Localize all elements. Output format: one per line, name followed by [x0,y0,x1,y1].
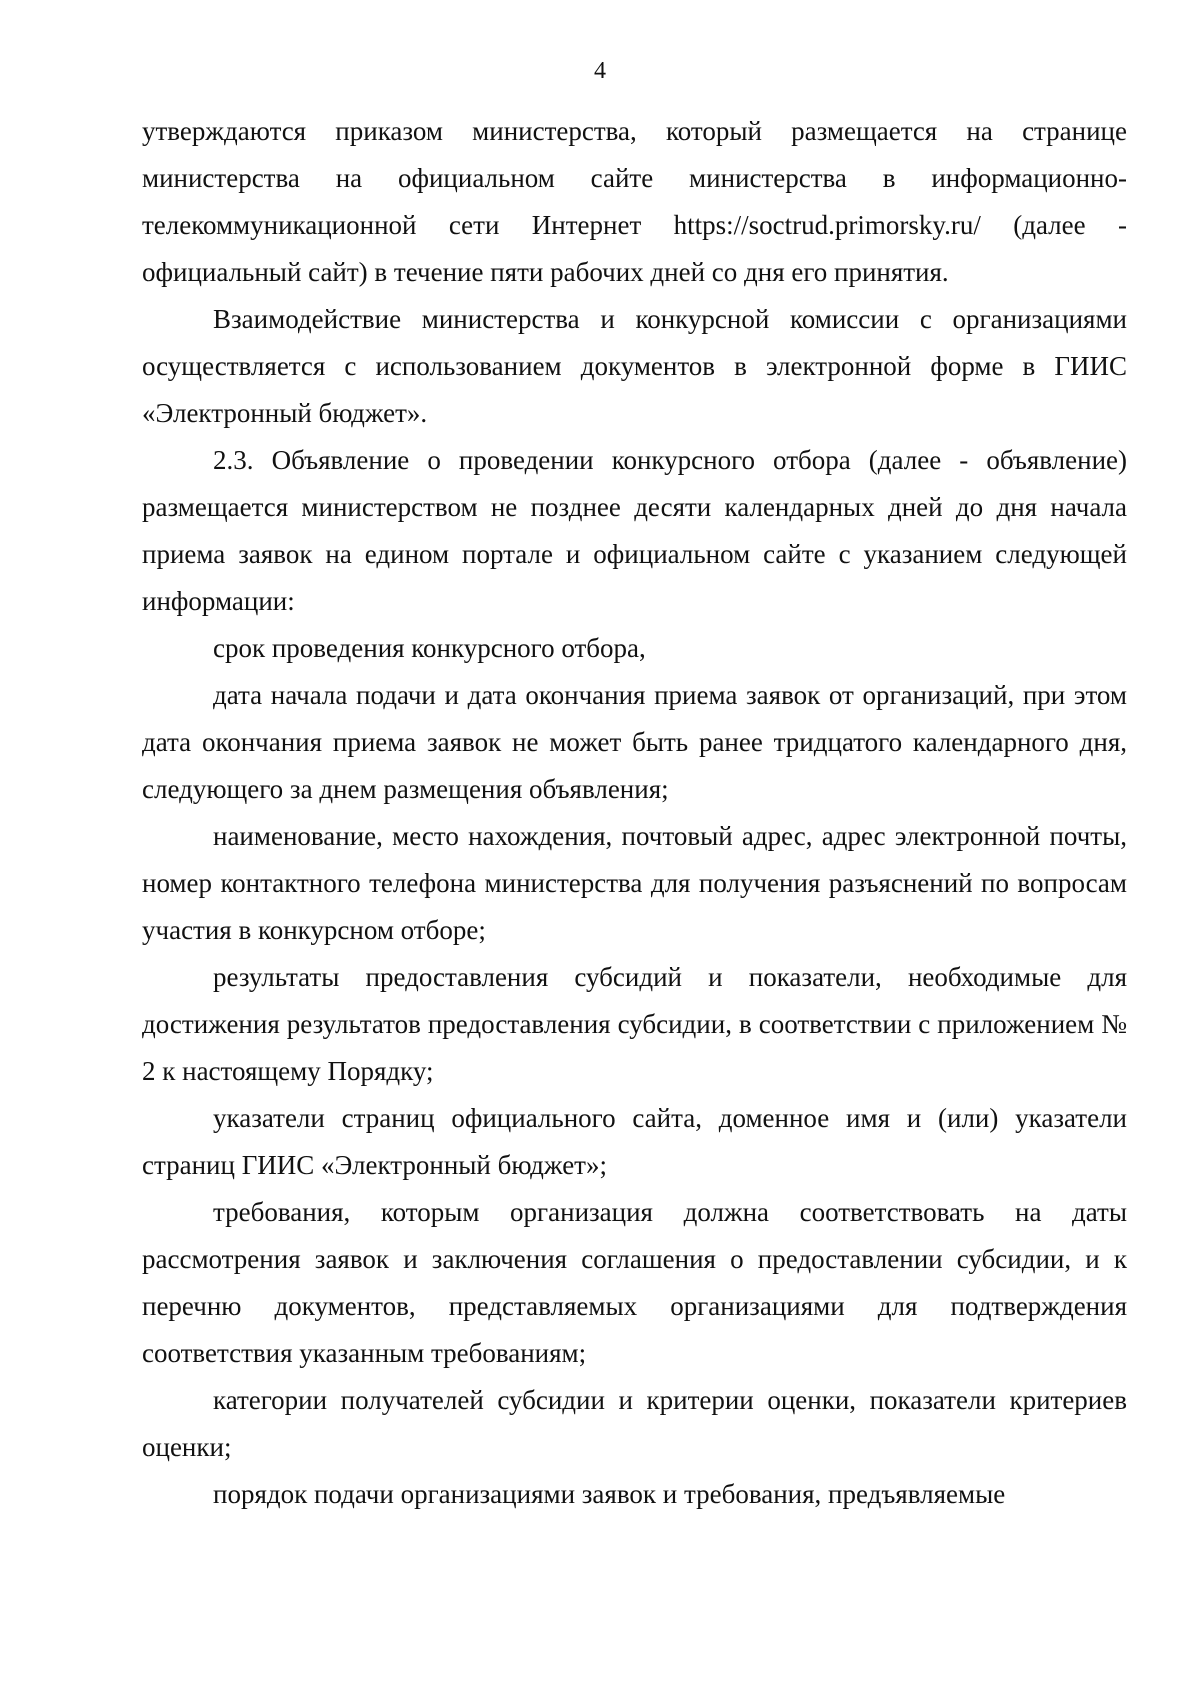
list-item-recipient-categories: категории получателей субсидии и критерии оценки, показатели критериев оценки; [142,1385,1127,1462]
paragraph-continuation: утверждаются приказом министерства, который размещается на странице министерства на официальном сайте министерства в информационно-телекоммуникационной сети Интернет https://soctrud.primorsky.ru/ (далее - официальный сайт) в течение пяти рабочих дней со дня его принятия. [142,116,1127,287]
page-number: 4 [594,58,606,84]
list-item-site-pointers: указатели страниц официального сайта, доменное имя и (или) указатели страниц ГИИС «Электронный бюджет»; [142,1103,1127,1180]
document-body [142,108,1127,1518]
list-item-requirements: требования, которым организация должна соответствовать на даты рассмотрения заявок и заключения соглашения о предоставлении субсидии, и к перечню документов, представляемых организациями для подтверждения соответствия указанным требованиям; [142,1197,1127,1368]
list-item-submission-procedure: порядок подачи организациями заявок и требования, предъявляемые [213,1479,1006,1509]
list-item-application-dates: дата начала подачи и дата окончания приема заявок от организаций, при этом дата окончания приема заявок не может быть ранее тридцатого календарного дня, следующего за днем размещения объявления; [142,680,1127,804]
paragraph-interaction: Взаимодействие министерства и конкурсной комиссии с организациями осуществляется с использованием документов в электронной форме в ГИИС «Электронный бюджет». [142,304,1127,428]
paragraph-section-2-3: 2.3. Объявление о проведении конкурсного отбора (далее - объявление) размещается министерством не позднее десяти календарных дней до дня начала приема заявок на едином портале и официальном сайте с указанием следующей информации: [142,445,1127,616]
list-item-selection-period: срок проведения конкурсного отбора, [213,633,646,663]
list-item-ministry-contacts: наименование, место нахождения, почтовый адрес, адрес электронной почты, номер контактного телефона министерства для получения разъяснений по вопросам участия в конкурсном отборе; [142,821,1127,945]
list-item-results-indicators: результаты предоставления субсидий и показатели, необходимые для достижения результатов предоставления субсидии, в соответствии с приложением № 2 к настоящему Порядку; [142,962,1127,1086]
